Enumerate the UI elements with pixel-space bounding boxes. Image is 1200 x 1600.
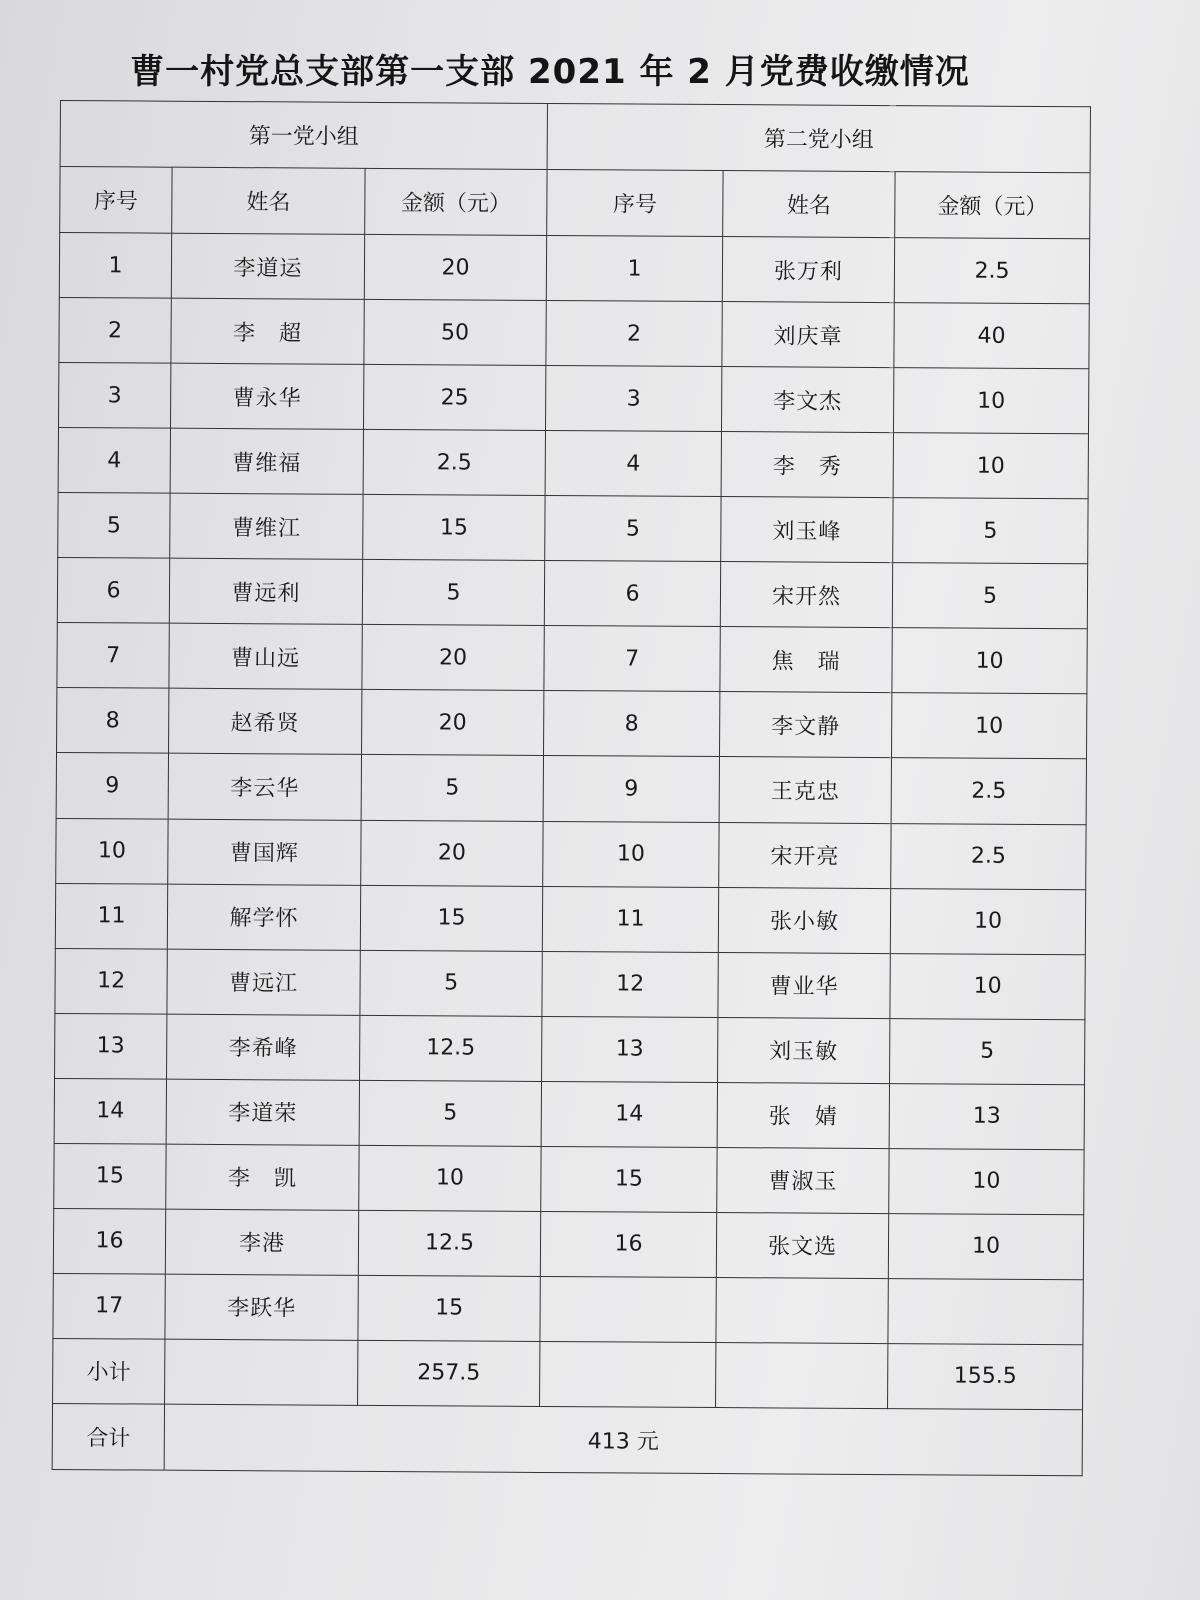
table-row xyxy=(55,948,1085,1019)
subtotal-empty-cell xyxy=(540,1341,716,1407)
subtotal-group-2: 155.5 xyxy=(888,1343,1083,1409)
seq-2: 1 xyxy=(546,236,722,302)
seq-2: 15 xyxy=(541,1146,717,1212)
seq-2: 10 xyxy=(543,821,719,887)
name-2: 张小敏 xyxy=(718,887,890,953)
party-fee-table xyxy=(52,100,1091,1476)
col-header-name-1: 姓名 xyxy=(172,167,365,234)
subtotal-empty-cell xyxy=(716,1342,888,1408)
table-row xyxy=(59,298,1089,369)
amount-1: 15 xyxy=(363,495,545,561)
name-2: 宋开然 xyxy=(720,562,892,628)
seq-1: 11 xyxy=(55,883,167,949)
name-2: 李文杰 xyxy=(722,367,894,433)
table-row xyxy=(57,558,1087,629)
seq-2: 13 xyxy=(542,1016,718,1082)
table-row xyxy=(53,1273,1083,1344)
amount-1: 25 xyxy=(363,365,545,431)
amount-1: 5 xyxy=(361,755,543,821)
amount-1: 12.5 xyxy=(358,1210,540,1276)
name-1: 李希峰 xyxy=(167,1014,360,1080)
name-1: 李 超 xyxy=(171,298,364,364)
col-header-seq-2: 序号 xyxy=(547,170,723,237)
seq-1: 2 xyxy=(59,298,171,364)
amount-1: 15 xyxy=(358,1275,540,1341)
seq-2: 8 xyxy=(544,691,720,757)
name-2: 刘玉峰 xyxy=(721,497,893,563)
seq-1: 1 xyxy=(59,233,171,299)
col-header-name-2: 姓名 xyxy=(723,171,895,238)
name-2: 张文选 xyxy=(716,1212,888,1278)
seq-2: 12 xyxy=(542,951,718,1017)
name-2: 李 秀 xyxy=(721,432,893,498)
amount-1: 12.5 xyxy=(360,1015,542,1081)
name-1: 曹永华 xyxy=(170,363,363,429)
table-row xyxy=(55,1013,1085,1084)
table-row xyxy=(54,1078,1084,1149)
col-header-amount-2: 金额（元） xyxy=(895,172,1090,239)
name-2: 张万利 xyxy=(722,237,894,303)
document-title: 曹一村党总支部第一支部 2021 年 2 月党费收缴情况 xyxy=(130,52,970,92)
seq-1: 10 xyxy=(56,818,168,884)
seq-2: 6 xyxy=(544,561,720,627)
table-row xyxy=(58,428,1088,499)
amount-1: 20 xyxy=(364,234,546,300)
amount-1: 50 xyxy=(364,300,546,366)
amount-2: 10 xyxy=(889,1148,1084,1214)
table-row xyxy=(53,1208,1083,1279)
table-row xyxy=(55,883,1085,954)
name-2 xyxy=(716,1277,888,1343)
amount-1: 5 xyxy=(360,950,542,1016)
name-1: 李 凯 xyxy=(166,1144,359,1210)
seq-1: 4 xyxy=(58,428,170,494)
seq-2: 9 xyxy=(543,756,719,822)
amount-1: 15 xyxy=(360,885,542,951)
seq-1: 5 xyxy=(58,493,170,559)
seq-1: 6 xyxy=(57,558,169,624)
amount-1: 20 xyxy=(361,820,543,886)
seq-1: 7 xyxy=(57,623,169,689)
table-row xyxy=(54,1143,1084,1214)
seq-2: 7 xyxy=(544,626,720,692)
amount-2: 10 xyxy=(892,693,1087,759)
amount-2: 2.5 xyxy=(894,238,1089,304)
amount-2: 5 xyxy=(893,498,1088,564)
table-row xyxy=(58,363,1088,434)
seq-1: 14 xyxy=(54,1078,166,1144)
seq-2 xyxy=(540,1276,716,1342)
amount-2: 40 xyxy=(894,303,1089,369)
seq-2: 2 xyxy=(546,301,722,367)
name-1: 解学怀 xyxy=(167,884,360,950)
table-row xyxy=(57,688,1087,759)
amount-2: 2.5 xyxy=(891,823,1086,889)
col-header-amount-1: 金额（元） xyxy=(365,168,547,235)
seq-1: 16 xyxy=(53,1208,165,1274)
subtotal-label: 小计 xyxy=(53,1338,165,1404)
name-1: 曹维江 xyxy=(170,493,363,559)
total-value: 413 元 xyxy=(164,1404,1082,1476)
seq-2: 14 xyxy=(541,1081,717,1147)
name-1: 李道荣 xyxy=(166,1079,359,1145)
amount-2: 5 xyxy=(892,563,1087,629)
name-2: 王克忠 xyxy=(719,757,891,823)
seq-2: 11 xyxy=(542,886,718,952)
amount-1: 5 xyxy=(362,560,544,626)
name-1: 曹维福 xyxy=(170,428,363,494)
seq-2: 5 xyxy=(545,496,721,562)
subtotal-row xyxy=(53,1338,1083,1409)
name-2: 曹业华 xyxy=(718,952,890,1018)
name-2: 刘玉敏 xyxy=(718,1017,890,1083)
table-row xyxy=(58,493,1088,564)
name-1: 曹山远 xyxy=(169,624,362,690)
seq-2: 4 xyxy=(545,431,721,497)
name-1: 赵希贤 xyxy=(169,689,362,755)
seq-1: 3 xyxy=(58,363,170,429)
table-row xyxy=(59,233,1089,304)
seq-1: 9 xyxy=(56,753,168,819)
name-1: 曹远利 xyxy=(169,559,362,625)
seq-1: 15 xyxy=(54,1143,166,1209)
amount-2 xyxy=(888,1278,1083,1344)
seq-1: 8 xyxy=(57,688,169,754)
total-label: 合计 xyxy=(52,1403,164,1470)
amount-2: 10 xyxy=(890,888,1085,954)
amount-1: 20 xyxy=(362,690,544,756)
table-row xyxy=(56,753,1086,824)
name-2: 刘庆章 xyxy=(722,302,894,368)
column-header-row xyxy=(60,167,1090,239)
table-row xyxy=(56,818,1086,889)
amount-2: 10 xyxy=(888,1213,1083,1279)
amount-2: 10 xyxy=(893,368,1088,434)
subtotal-group-1: 257.5 xyxy=(358,1340,540,1406)
total-row xyxy=(52,1403,1082,1475)
amount-2: 2.5 xyxy=(891,758,1086,824)
name-2: 焦 瑞 xyxy=(720,627,892,693)
name-2: 李文静 xyxy=(720,692,892,758)
subtotal-empty-cell xyxy=(165,1339,358,1405)
group-2-header: 第二党小组 xyxy=(547,103,1090,172)
name-1: 李跃华 xyxy=(165,1274,358,1340)
name-1: 李云华 xyxy=(168,754,361,820)
seq-1: 13 xyxy=(55,1013,167,1079)
name-2: 曹淑玉 xyxy=(717,1147,889,1213)
amount-1: 2.5 xyxy=(363,430,545,496)
seq-1: 12 xyxy=(55,948,167,1014)
amount-2: 10 xyxy=(893,433,1088,499)
seq-2: 3 xyxy=(546,366,722,432)
seq-2: 16 xyxy=(540,1211,716,1277)
name-1: 曹国辉 xyxy=(168,819,361,885)
amount-2: 5 xyxy=(890,1018,1085,1084)
name-1: 李港 xyxy=(165,1209,358,1275)
amount-2: 10 xyxy=(890,953,1085,1019)
name-1: 曹远江 xyxy=(167,949,360,1015)
amount-1: 10 xyxy=(359,1145,541,1211)
seq-1: 17 xyxy=(53,1273,165,1339)
amount-2: 13 xyxy=(889,1083,1084,1149)
table-row xyxy=(57,623,1087,694)
name-2: 张 婧 xyxy=(717,1082,889,1148)
group-1-header: 第一党小组 xyxy=(60,101,547,170)
amount-2: 10 xyxy=(892,628,1087,694)
amount-1: 5 xyxy=(359,1080,541,1146)
group-header-row xyxy=(60,101,1090,173)
name-1: 李道运 xyxy=(171,233,364,299)
amount-1: 20 xyxy=(362,625,544,691)
col-header-seq-1: 序号 xyxy=(60,167,172,234)
name-2: 宋开亮 xyxy=(719,822,891,888)
